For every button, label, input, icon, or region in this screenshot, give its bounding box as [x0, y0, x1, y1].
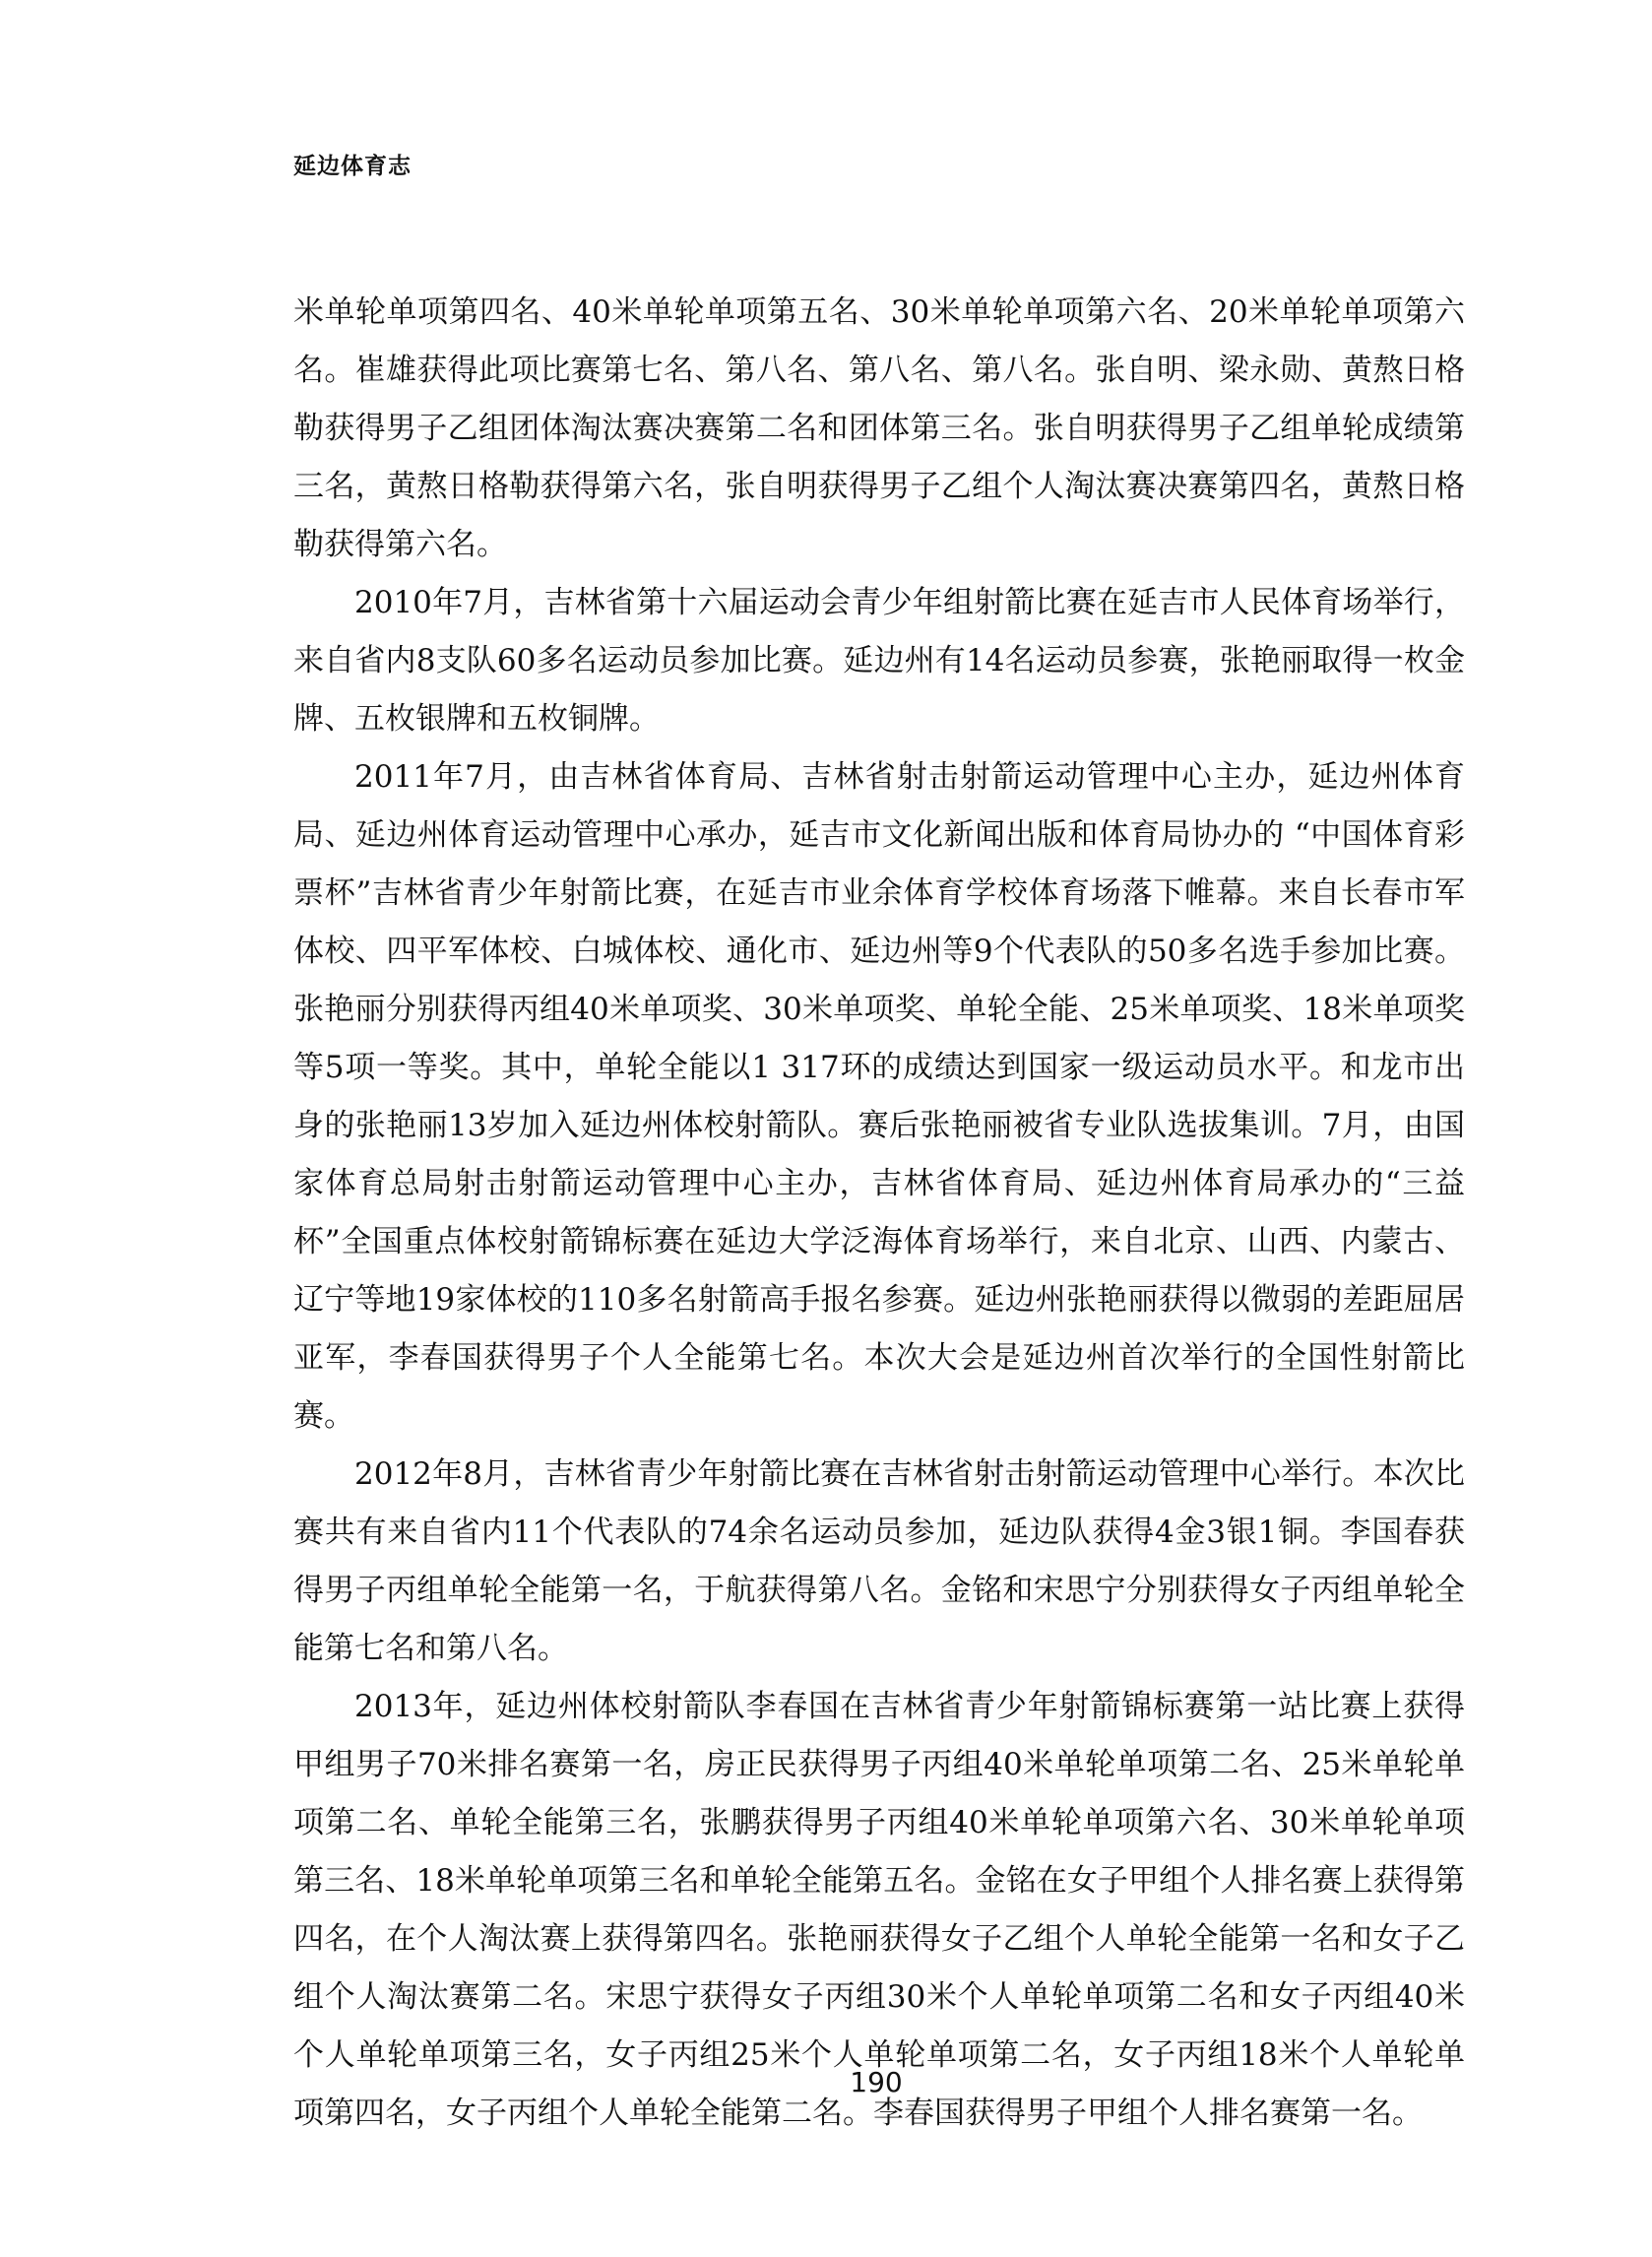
page-number: 190 — [850, 2066, 903, 2098]
paragraph-2012: 2012年8月，吉林省青少年射箭比赛在吉林省射击射箭运动管理中心举行。本次比赛共有来自省内11个代表队的74余名运动员参加，延边队获得4金3银1铜。李国春获得男子丙组单轮全能第一名，于航获得第八名。金铭和宋思宁分别获得女子丙组单轮全能第七名和第八名。 — [293, 1456, 1465, 1666]
paragraph-2013: 2013年，延边州体校射箭队李春国在吉林省青少年射箭锦标赛第一站比赛上获得甲组男子70米排名赛第一名，房正民获得男子丙组40米单轮单项第二名、25米单轮单项第二名、单轮全能第三名，张鹏获得男子丙组40米单轮单项第六名、30米单轮单项第三名、18米单轮单项第三名和单轮全能第五名。金铭在女子甲组个人排名赛上获得第四名，在个人淘汰赛上获得第四名。张艳丽获得女子乙组个人单轮全能第一名和女子乙组个人淘汰赛第二名。宋思宁获得女子丙组30米个人单轮单项第二名和女子丙组40米个人单轮单项第三名，女子丙组25米个人单轮单项第二名，女子丙组18米个人单轮单项第四名，女子丙组个人单轮全能第二名。李春国获得男子甲组个人排名赛第一名。 — [293, 1689, 1465, 2131]
running-header: 延边体育志 — [293, 154, 412, 179]
paragraph-2011: 2011年7月，由吉林省体育局、吉林省射击射箭运动管理中心主办，延边州体育局、延边州体育运动管理中心承办，延吉市文化新闻出版和体育局协办的 “中国体育彩票杯”吉林省青少年射箭比赛，在延吉市业余体育学校体育场落下帷幕。来自长春市军体校、四平军体校、白城体校、通化市、延边州等9个代表队的50多名选手参加比赛。张艳丽分别获得丙组40米单项奖、30米单项奖、单轮全能、25米单项奖、18米单项奖等5项一等奖。其中，单轮全能以1 317环的成绩达到国家一级运动员水平。和龙市出身的张艳丽13岁加入延边州体校射箭队。赛后张艳丽被省专业队选拔集训。7月，由国家体育总局射击射箭运动管理中心主办，吉林省体育局、延边州体育局承办的“三益杯”全国重点体校射箭锦标赛在延边大学泛海体育场举行，来自北京、山西、内蒙古、辽宁等地19家体校的110多名射箭高手报名参赛。延边州张艳丽获得以微弱的差距屈居亚军，李春国获得男子个人全能第七名。本次大会是延边州首次举行的全国性射箭比赛。 — [293, 759, 1465, 1434]
paragraph-2010: 2010年7月，吉林省第十六届运动会青少年组射箭比赛在延吉市人民体育场举行，来自省内8支队60多名运动员参加比赛。延边州有14名运动员参赛，张艳丽取得一枚金牌、五枚银牌和五枚铜牌。 — [293, 585, 1465, 737]
paragraph-continuation: 米单轮单项第四名、40米单轮单项第五名、30米单轮单项第六名、20米单轮单项第六名。崔雄获得此项比赛第七名、第八名、第八名、第八名。张自明、梁永勋、黄熬日格勒获得男子乙组团体淘汰赛决赛第二名和团体第三名。张自明获得男子乙组单轮成绩第三名，黄熬日格勒获得第六名，张自明获得男子乙组个人淘汰赛决赛第四名，黄熬日格勒获得第六名。 — [293, 294, 1465, 562]
body-text — [293, 284, 1465, 2143]
